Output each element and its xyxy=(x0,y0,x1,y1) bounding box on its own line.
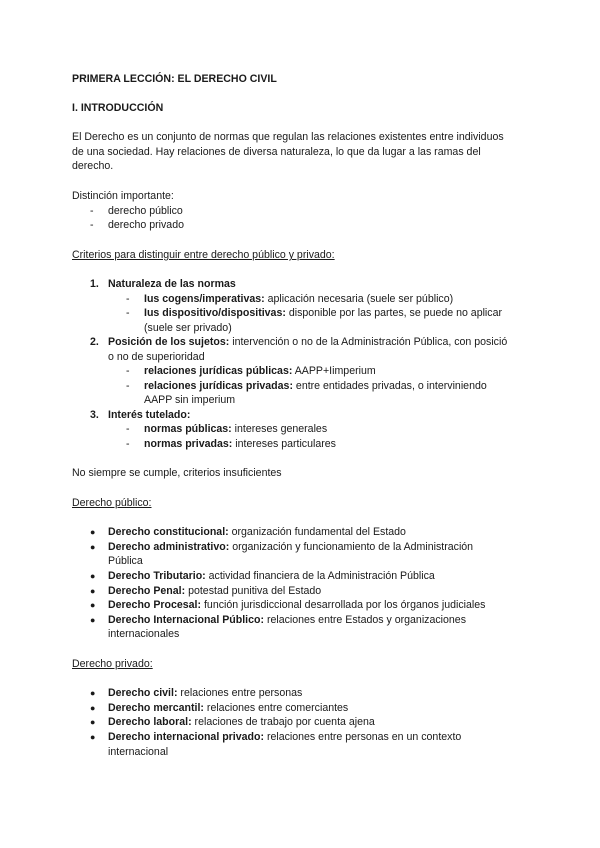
branch-term: Derecho Penal: xyxy=(108,585,186,597)
publico-heading: Derecho público: xyxy=(72,497,152,509)
publico-item-continuation: Pública xyxy=(108,555,143,567)
bullet-marker: ● xyxy=(90,542,96,552)
bullet-marker: ● xyxy=(90,600,96,610)
dash-marker: - xyxy=(126,307,130,319)
branch-term: Derecho Procesal: xyxy=(108,599,202,611)
distincion-item: derecho privado xyxy=(108,219,184,231)
subitem-text: disponible por las partes, se puede no aplicar xyxy=(285,307,503,319)
subitem-text: aplicación necesaria (suele ser público) xyxy=(264,293,454,305)
subitem-term: normas públicas: xyxy=(144,423,232,435)
publico-item xyxy=(108,525,406,540)
privado-item xyxy=(108,686,302,701)
branch-text: relaciones entre Estados y organizaciones xyxy=(264,614,466,626)
publico-item xyxy=(108,613,466,628)
subitem-text: AAPP+Iimperium xyxy=(292,365,376,377)
subitem-text: intereses generales xyxy=(231,423,328,435)
publico-item xyxy=(108,598,485,613)
criterios-heading: Criterios para distinguir entre derecho público y privado: xyxy=(72,249,335,261)
bullet-marker: ● xyxy=(90,717,96,727)
bullet-marker: ● xyxy=(90,527,96,537)
branch-term: Derecho administrativo: xyxy=(108,541,230,553)
branch-term: Derecho laboral: xyxy=(108,716,192,728)
publico-item xyxy=(108,540,473,555)
branch-text: potestad punitiva del Estado xyxy=(185,585,322,597)
criterio-text: intervención o no de la Administración Pública, con posició xyxy=(229,336,508,348)
privado-item xyxy=(108,730,461,745)
dash-marker: - xyxy=(90,219,94,231)
bullet-marker: ● xyxy=(90,732,96,742)
dash-marker: - xyxy=(126,423,130,435)
distincion-label: Distinción importante: xyxy=(72,190,174,202)
bullet-marker: ● xyxy=(90,688,96,698)
criterio-subitem xyxy=(144,364,376,379)
branch-text: relaciones entre personas xyxy=(177,687,303,699)
branch-term: Derecho internacional privado: xyxy=(108,731,264,743)
branch-text: relaciones entre personas en un contexto xyxy=(264,731,462,743)
subitem-term: normas privadas: xyxy=(144,438,233,450)
distincion-item: derecho público xyxy=(108,205,183,217)
intro-paragraph xyxy=(72,130,528,174)
section-heading-introduccion: I. INTRODUCCIÓN xyxy=(72,102,164,114)
list-number: 1. xyxy=(90,278,99,290)
publico-item xyxy=(108,584,321,599)
bullet-marker: ● xyxy=(90,703,96,713)
subitem-term: relaciones jurídicas públicas: xyxy=(144,365,293,377)
publico-item xyxy=(108,569,435,584)
bullet-marker: ● xyxy=(90,615,96,625)
criterio-continuation: o no de superioridad xyxy=(108,351,205,363)
branch-text: organización y funcionamiento de la Administración xyxy=(229,541,474,553)
criterio-title: Posición de los sujetos: xyxy=(108,336,230,348)
list-number: 2. xyxy=(90,336,99,348)
criterio-subitem xyxy=(144,306,502,321)
criterio-subitem xyxy=(144,292,453,307)
criterio-title: Interés tutelado: xyxy=(108,409,191,421)
subitem-term: Ius dispositivo/dispositivas: xyxy=(144,307,286,319)
privado-item xyxy=(108,715,375,730)
dash-marker: - xyxy=(90,205,94,217)
intro-line: de una sociedad. Hay relaciones de diversa naturaleza, lo que da lugar a las ramas del xyxy=(72,145,481,158)
dash-marker: - xyxy=(126,438,130,450)
intro-line: El Derecho es un conjunto de normas que regulan las relaciones existentes entre individuos xyxy=(72,131,504,143)
branch-text: organización fundamental del Estado xyxy=(228,526,406,538)
subitem-text: intereses particulares xyxy=(232,438,336,450)
criterio-subitem xyxy=(144,379,487,394)
subitem-continuation: (suele ser privado) xyxy=(144,322,232,334)
privado-heading: Derecho privado: xyxy=(72,658,153,670)
subitem-text: entre entidades privadas, o interviniendo xyxy=(292,380,487,392)
branch-term: Derecho civil: xyxy=(108,687,178,699)
criterio-subitem xyxy=(144,437,336,452)
subitem-term: relaciones jurídicas privadas: xyxy=(144,380,293,392)
criterio-title: Naturaleza de las normas xyxy=(108,278,236,290)
publico-item-continuation: internacionales xyxy=(108,628,180,640)
bullet-marker: ● xyxy=(90,571,96,581)
dash-marker: - xyxy=(126,293,130,305)
document-title: PRIMERA LECCIÓN: EL DERECHO CIVIL xyxy=(72,73,277,85)
branch-term: Derecho constitucional: xyxy=(108,526,229,538)
branch-text: función jurisdiccional desarrollada por los órganos judiciales xyxy=(201,599,486,611)
branch-text: relaciones entre comerciantes xyxy=(203,702,349,714)
list-number: 3. xyxy=(90,409,99,421)
branch-term: Derecho mercantil: xyxy=(108,702,204,714)
bullet-marker: ● xyxy=(90,586,96,596)
dash-marker: - xyxy=(126,380,130,392)
conclusion-text: No siempre se cumple, criterios insuficientes xyxy=(72,467,282,479)
subitem-term: Ius cogens/imperativas: xyxy=(144,293,265,305)
privado-item-continuation: internacional xyxy=(108,746,169,758)
criterio-line xyxy=(108,335,507,350)
criterio-subitem xyxy=(144,422,327,437)
branch-text: actividad financiera de la Administración Pública xyxy=(205,570,435,582)
branch-text: relaciones de trabajo por cuenta ajena xyxy=(191,716,375,728)
subitem-continuation: AAPP sin imperium xyxy=(144,394,236,406)
branch-term: Derecho Internacional Público: xyxy=(108,614,264,626)
privado-item xyxy=(108,701,348,716)
intro-line: derecho. xyxy=(72,160,114,173)
dash-marker: - xyxy=(126,365,130,377)
branch-term: Derecho Tributario: xyxy=(108,570,206,582)
